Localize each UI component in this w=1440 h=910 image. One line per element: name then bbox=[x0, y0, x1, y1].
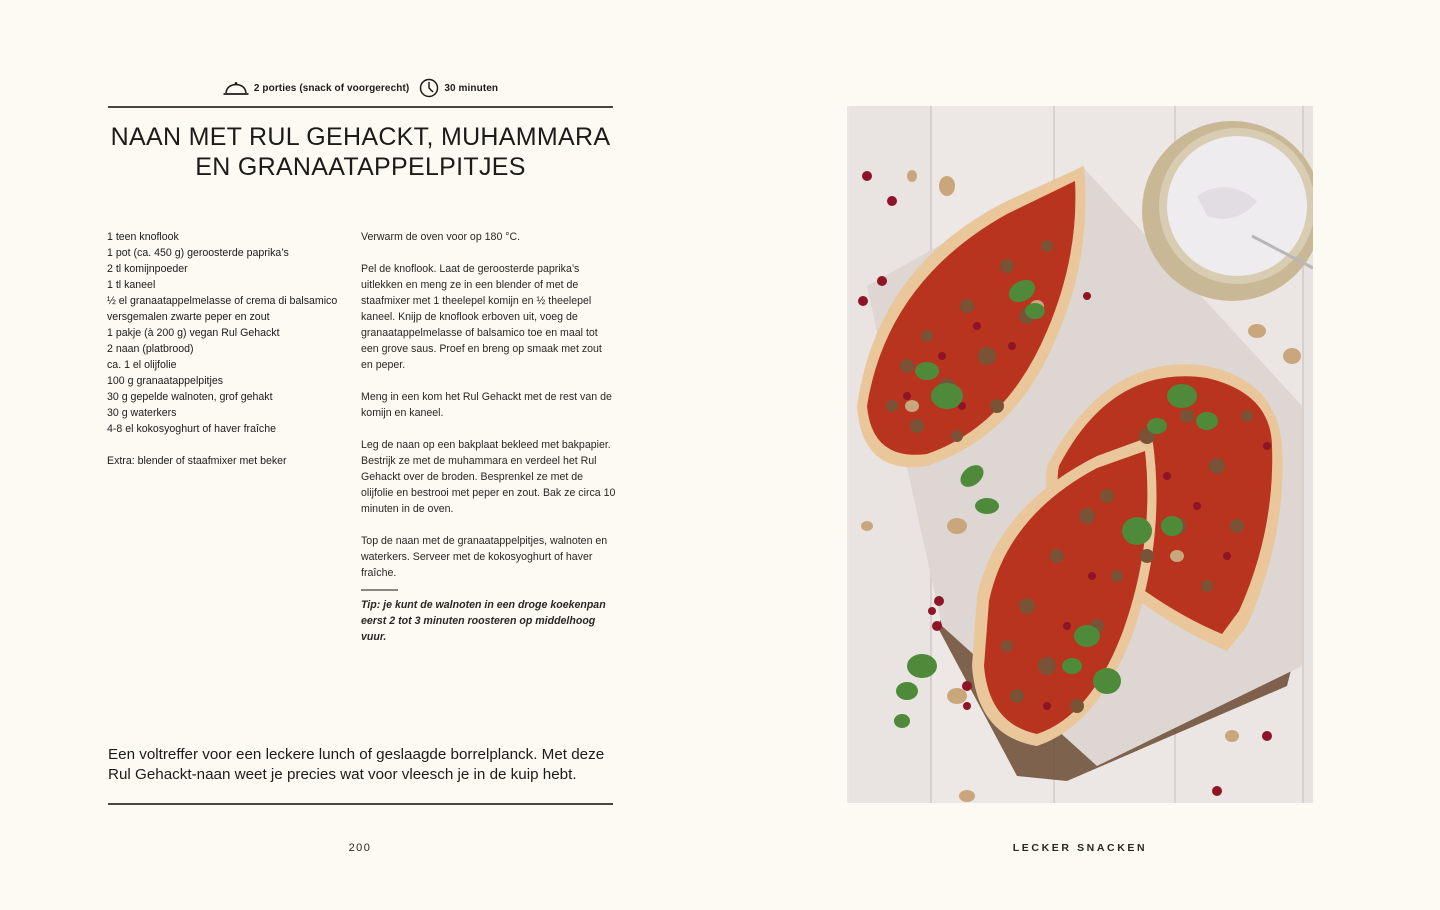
ingredient-item: 1 teen knoflook bbox=[107, 231, 179, 243]
recipe-meta bbox=[108, 76, 613, 100]
recipe-title-line-2: EN GRANAATAPPELPITJES bbox=[195, 153, 526, 181]
ingredient-item: 4-8 el kokosyoghurt of haver fraîche bbox=[107, 423, 277, 435]
method-step: Pel de knoflook. Laat de geroosterde paprika’s uitlekken en meng ze in een blender of met de staafmixer met 1 theelepel komijn en ½ theelepel kaneel. Knijp de knoflook erboven uit, voeg de granaatappelmelasse of balsamico toe en maal tot een grove saus. Proef en breng op smaak met zout en peper. bbox=[361, 263, 602, 371]
cloche-icon bbox=[223, 81, 249, 96]
ingredient-item: 1 tl kaneel bbox=[107, 279, 156, 291]
section-title: LECKER SNACKEN bbox=[1012, 842, 1148, 854]
ingredient-item: 30 g gepelde walnoten, grof gehakt bbox=[107, 391, 273, 403]
intro-line-1: Een voltreffer voor een leckere lunch of geslaagde borrelplanck. Met deze bbox=[108, 746, 605, 763]
intro-line-2: Rul Gehackt-naan weet je precies wat voor vleesch je in de kuip hebt. bbox=[108, 766, 577, 783]
recipe-photo bbox=[847, 106, 1313, 803]
clock-icon bbox=[419, 78, 439, 98]
recipe-tip: Tip: je kunt de walnoten in een droge koekenpan eerst 2 tot 3 minuten roosteren op middelhoog vuur. bbox=[361, 598, 606, 643]
page-number: 200 bbox=[348, 842, 372, 854]
ingredient-item: 1 pot (ca. 450 g) geroosterde paprika’s bbox=[107, 247, 289, 259]
method-step: Top de naan met de granaatappelpitjes, walnoten en waterkers. Serveer met de kokosyoghurt of haver fraîche. bbox=[361, 535, 608, 579]
ingredient-item: 100 g granaatappelpitjes bbox=[107, 375, 224, 387]
method-steps bbox=[361, 229, 616, 645]
recipe-title-line-1: NAAN MET RUL GEHACKT, MUHAMMARA bbox=[110, 123, 611, 151]
ingredient-item: ca. 1 el olijfolie bbox=[107, 359, 177, 371]
top-divider bbox=[108, 106, 613, 108]
food-illustration bbox=[847, 106, 1313, 803]
method-step: Meng in een kom het Rul Gehackt met de rest van de komijn en kaneel. bbox=[361, 391, 612, 419]
method-step: Verwarm de oven voor op 180 °C. bbox=[361, 231, 521, 243]
servings-info bbox=[223, 81, 409, 96]
ingredient-item: ½ el granaatappelmelasse of crema di balsamico bbox=[107, 295, 338, 307]
ingredient-item: 1 pakje (à 200 g) vegan Rul Gehackt bbox=[107, 327, 280, 339]
ingredient-item: 2 naan (platbrood) bbox=[107, 343, 194, 355]
ingredient-item: versgemalen zwarte peper en zout bbox=[107, 311, 270, 323]
extra-equipment: Extra: blender of staafmixer met beker bbox=[107, 455, 287, 467]
method-step: Leg de naan op een bakplaat bekleed met bakpapier. Bestrijk ze met de muhammara en verdeel het Rul Gehackt over de broden. Besprenkel ze met de olijfolie en bestrooi met peper en zout. Bak ze circa 10 minuten in de oven. bbox=[361, 439, 616, 515]
recipe-title bbox=[108, 122, 613, 182]
ingredient-item: 30 g waterkers bbox=[107, 407, 177, 419]
ingredient-list bbox=[107, 229, 357, 437]
bottom-divider bbox=[108, 803, 613, 805]
ingredient-item: 2 tl komijnpoeder bbox=[107, 263, 188, 275]
tip-divider bbox=[361, 589, 398, 591]
time-info bbox=[419, 78, 498, 98]
servings-label: 2 porties (snack of voorgerecht) bbox=[253, 82, 410, 94]
recipe-intro bbox=[108, 745, 618, 785]
time-label: 30 minuten bbox=[444, 82, 499, 94]
